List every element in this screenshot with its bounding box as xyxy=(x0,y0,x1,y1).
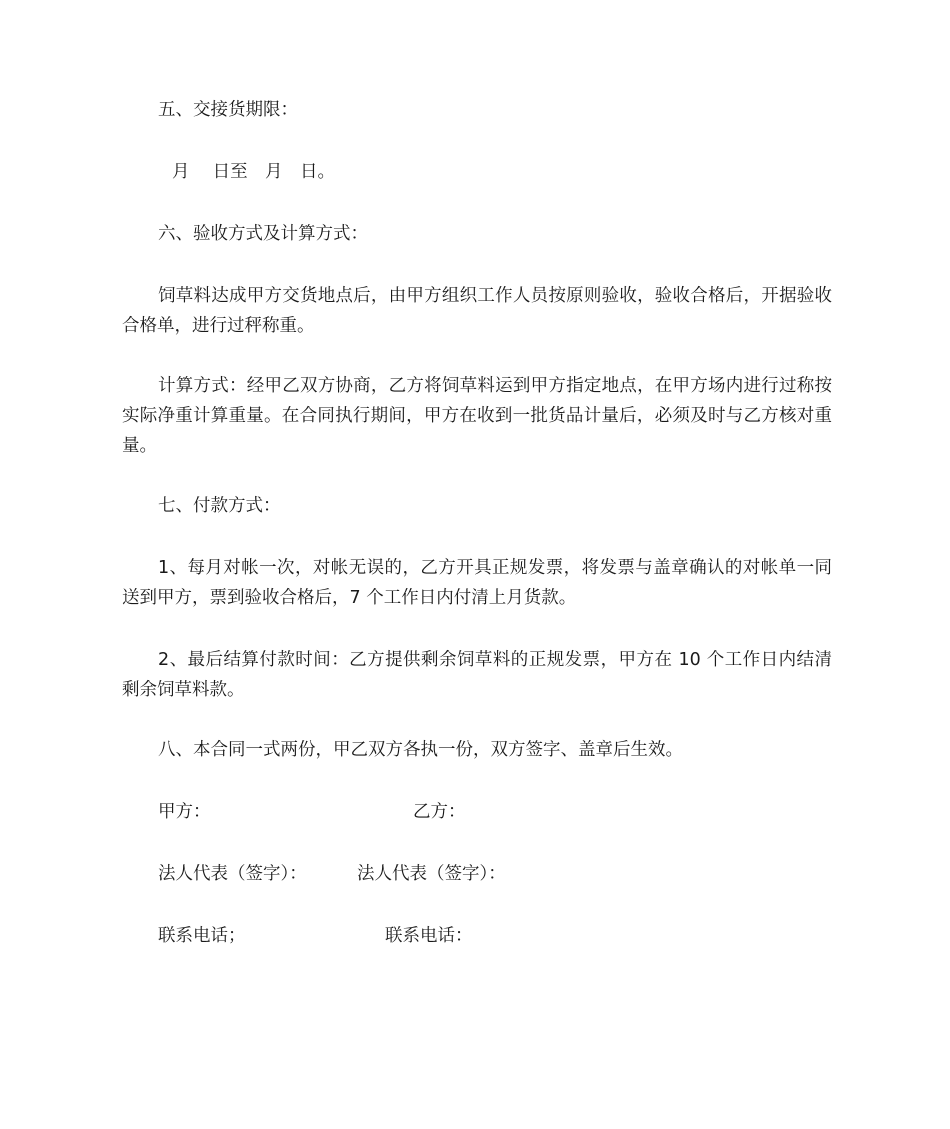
delivery-period-heading: 五、交接货期限： xyxy=(158,100,298,120)
delivery-period-dates: 月 日至 月 日。 xyxy=(172,162,336,182)
payment-item-2: 2、最后结算付款时间：乙方提供剩余饲草料的正规发票，甲方在 10 个工作日内结清剩余饲草料款。 xyxy=(122,650,832,700)
legal-rep-b-label: 法人代表（签字）： xyxy=(357,864,506,884)
party-b-label: 乙方： xyxy=(413,802,466,822)
phone-a-label: 联系电话； xyxy=(158,926,246,946)
acceptance-paragraph: 饲草料达成甲方交货地点后，由甲方组织工作人员按原则验收，验收合格后，开据验收合格单，进行过秤称重。 xyxy=(122,286,832,336)
legal-rep-a-label: 法人代表（签字）： xyxy=(158,864,307,884)
calculation-paragraph: 计算方式：经甲乙双方协商，乙方将饲草料运到甲方指定地点，在甲方场内进行过称按实际净重计算重量。在合同执行期间，甲方在收到一批货品计量后，必须及时与乙方核对重量。 xyxy=(122,376,832,456)
copies-clause: 八、本合同一式两份，甲乙双方各执一份，双方签字、盖章后生效。 xyxy=(158,740,683,760)
payment-item-1: 1、每月对帐一次，对帐无误的，乙方开具正规发票，将发票与盖章确认的对帐单一同送到甲方，票到验收合格后，7 个工作日内付清上月货款。 xyxy=(122,558,832,608)
party-a-label: 甲方： xyxy=(158,802,211,822)
payment-heading: 七、付款方式： xyxy=(158,496,281,516)
acceptance-heading: 六、验收方式及计算方式： xyxy=(158,224,368,244)
phone-b-label: 联系电话： xyxy=(385,926,473,946)
